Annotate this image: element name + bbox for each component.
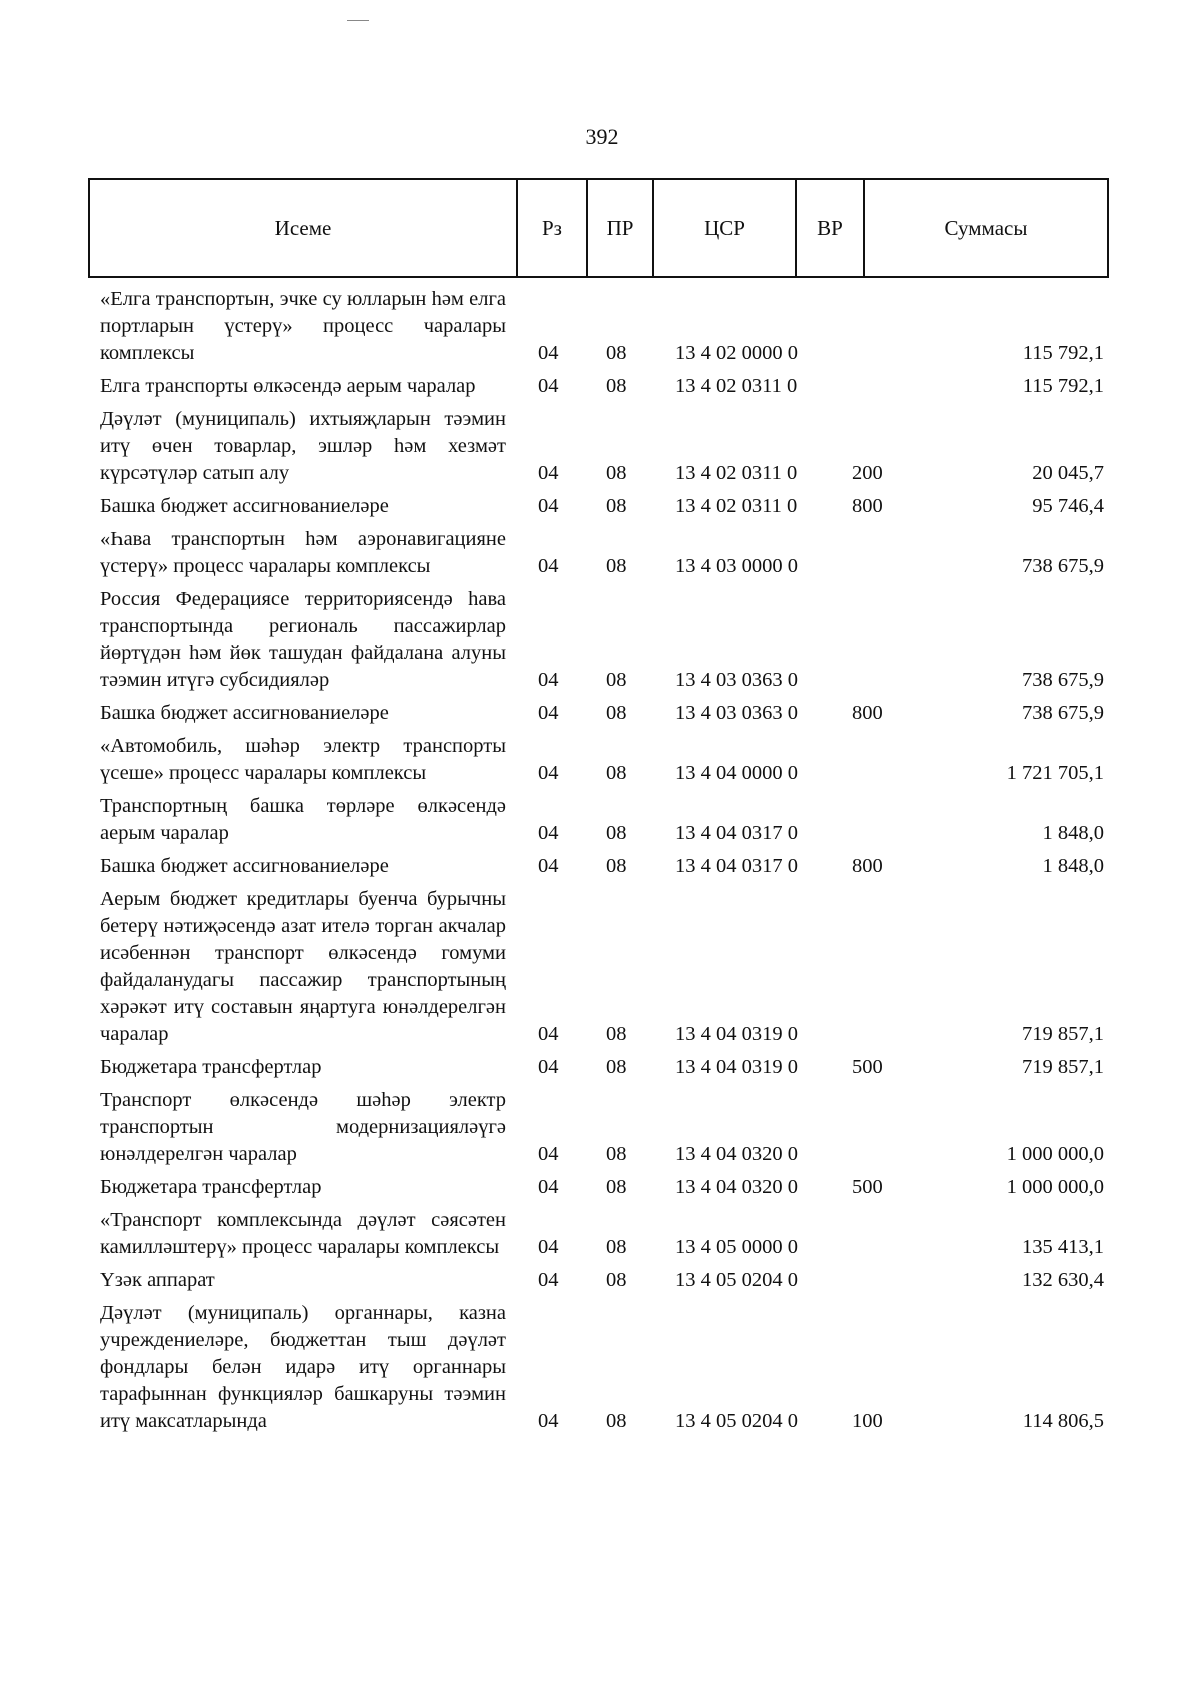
row-csr: 13 4 04 0000 0 [675, 762, 798, 784]
row-csr: 13 4 04 0319 0 [675, 1056, 798, 1078]
row-vr: 800 [852, 855, 883, 877]
row-name: Аерым бюджет кредитлары буенча бурычны бетерү нәтиҗәсендә азат ителә торган акчалар исәбеннән транспорт өлкәсендә гомуми файдаланудагы пассажир транспортының хәрәкәт итү составын яңартуга юнәлдерелгән чаралар [100, 888, 506, 1045]
row-pr: 08 [606, 1236, 627, 1258]
row-csr: 13 4 05 0204 0 [675, 1269, 798, 1291]
row-rz: 04 [538, 1056, 559, 1078]
top-dash-mark [347, 20, 369, 21]
table-row [0, 880, 1200, 1048]
row-csr: 13 4 04 0319 0 [675, 1023, 798, 1045]
row-name: Үзәк аппарат [100, 1269, 215, 1291]
row-sum: 738 675,9 [1022, 555, 1104, 577]
row-csr: 13 4 04 0317 0 [675, 855, 798, 877]
row-csr: 13 4 03 0363 0 [675, 669, 798, 691]
table-row [0, 727, 1200, 787]
row-csr: 13 4 04 0320 0 [675, 1143, 798, 1165]
row-rz: 04 [538, 342, 559, 364]
row-pr: 08 [606, 1056, 627, 1078]
table-row [0, 400, 1200, 487]
row-sum: 95 746,4 [1032, 495, 1104, 517]
row-sum: 738 675,9 [1022, 669, 1104, 691]
row-sum: 719 857,1 [1022, 1056, 1104, 1078]
row-csr: 13 4 04 0320 0 [675, 1176, 798, 1198]
row-pr: 08 [606, 375, 627, 397]
row-rz: 04 [538, 495, 559, 517]
row-pr: 08 [606, 555, 627, 577]
row-rz: 04 [538, 1023, 559, 1045]
row-sum: 1 000 000,0 [1006, 1176, 1104, 1198]
row-name: Россия Федерациясе территориясендә һава транспортында региональ пассажирлар йөртүдән һәм йөк ташудан файдалана алуны тәэмин итүгә субсидияләр [100, 588, 506, 691]
table-row [0, 787, 1200, 847]
table-row [0, 1261, 1200, 1294]
row-name: Башка бюджет ассигнованиеләре [100, 495, 389, 517]
row-pr: 08 [606, 1176, 627, 1198]
row-rz: 04 [538, 1236, 559, 1258]
row-sum: 1 848,0 [1042, 822, 1104, 844]
table-row [0, 580, 1200, 694]
header-vr: ВР [797, 180, 865, 276]
row-rz: 04 [538, 762, 559, 784]
header-name: Исеме [90, 180, 518, 276]
row-rz: 04 [538, 375, 559, 397]
row-rz: 04 [538, 555, 559, 577]
table-row [0, 487, 1200, 520]
row-sum: 114 806,5 [1022, 1410, 1104, 1432]
row-rz: 04 [538, 1269, 559, 1291]
row-rz: 04 [538, 855, 559, 877]
table-header [88, 178, 1109, 278]
header-pr: ПР [588, 180, 654, 276]
table-row [0, 1048, 1200, 1081]
row-sum: 738 675,9 [1022, 702, 1104, 724]
row-sum: 1 848,0 [1042, 855, 1104, 877]
page-number: 392 [585, 124, 619, 149]
row-pr: 08 [606, 762, 627, 784]
row-rz: 04 [538, 1176, 559, 1198]
row-vr: 800 [852, 495, 883, 517]
row-pr: 08 [606, 1023, 627, 1045]
row-pr: 08 [606, 702, 627, 724]
row-name: «Транспорт комплексында дәүләт сәясәтен камилләштерү» процесс чаралары комплексы [100, 1209, 506, 1258]
row-pr: 08 [606, 822, 627, 844]
table-row [0, 1168, 1200, 1201]
row-rz: 04 [538, 1410, 559, 1432]
row-vr: 500 [852, 1056, 883, 1078]
row-sum: 115 792,1 [1022, 342, 1104, 364]
table-row [0, 520, 1200, 580]
row-csr: 13 4 02 0311 0 [675, 462, 798, 484]
table-row [0, 847, 1200, 880]
table-body [0, 280, 1200, 1435]
row-sum: 1 000 000,0 [1006, 1143, 1104, 1165]
row-name: «Һава транспортын һәм аэронавигацияне үстерү» процесс чаралары комплексы [100, 528, 506, 577]
row-name: Дәүләт (муниципаль) ихтыяҗларын тәэмин итү өчен товарлар, эшләр һәм хезмәт күрсәтүләр сатып алу [100, 408, 506, 484]
table-row [0, 694, 1200, 727]
row-vr: 100 [852, 1410, 883, 1432]
row-csr: 13 4 05 0000 0 [675, 1236, 798, 1258]
row-csr: 13 4 02 0311 0 [675, 375, 798, 397]
row-name: «Елга транспортын, эчке су юлларын һәм елга портларын үстерү» процесс чаралары комплексы [100, 288, 506, 364]
row-name: Бюджетара трансфертлар [100, 1056, 322, 1078]
row-pr: 08 [606, 669, 627, 691]
row-rz: 04 [538, 1143, 559, 1165]
row-vr: 500 [852, 1176, 883, 1198]
table-row [0, 1294, 1200, 1435]
row-pr: 08 [606, 1269, 627, 1291]
table-row [0, 1081, 1200, 1168]
row-name: «Автомобиль, шәһәр электр транспорты үсеше» процесс чаралары комплексы [100, 735, 506, 784]
row-rz: 04 [538, 822, 559, 844]
row-name: Бюджетара трансфертлар [100, 1176, 322, 1198]
row-rz: 04 [538, 462, 559, 484]
row-rz: 04 [538, 669, 559, 691]
row-sum: 20 045,7 [1032, 462, 1104, 484]
header-sum: Суммасы [944, 215, 1028, 240]
row-sum: 1 721 705,1 [1006, 762, 1104, 784]
row-pr: 08 [606, 342, 627, 364]
row-csr: 13 4 02 0000 0 [675, 342, 798, 364]
row-name: Дәүләт (муниципаль) органнары, казна учреждениеләре, бюджеттан тыш дәүләт фондлары белән идарә итү органнары тарафыннан функцияләр башкаруны тәэмин итү максатларында [100, 1302, 506, 1432]
row-vr: 800 [852, 702, 883, 724]
row-csr: 13 4 05 0204 0 [675, 1410, 798, 1432]
row-name: Транспортның башка төрләре өлкәсендә аерым чаралар [100, 795, 506, 844]
row-rz: 04 [538, 702, 559, 724]
table-row [0, 1201, 1200, 1261]
table-row [0, 280, 1200, 367]
table-row [0, 367, 1200, 400]
header-rz: Рз [518, 180, 588, 276]
row-sum: 135 413,1 [1022, 1236, 1104, 1258]
header-csr: ЦСР [654, 180, 797, 276]
row-pr: 08 [606, 462, 627, 484]
row-sum: 115 792,1 [1022, 375, 1104, 397]
row-name: Башка бюджет ассигнованиеләре [100, 702, 389, 724]
row-sum: 132 630,4 [1022, 1269, 1104, 1291]
row-pr: 08 [606, 495, 627, 517]
row-pr: 08 [606, 855, 627, 877]
row-csr: 13 4 02 0311 0 [675, 495, 798, 517]
row-csr: 13 4 03 0000 0 [675, 555, 798, 577]
row-vr: 200 [852, 462, 883, 484]
row-sum: 719 857,1 [1022, 1023, 1104, 1045]
row-name: Башка бюджет ассигнованиеләре [100, 855, 389, 877]
row-pr: 08 [606, 1410, 627, 1432]
row-csr: 13 4 04 0317 0 [675, 822, 798, 844]
row-name: Елга транспорты өлкәсендә аерым чаралар [100, 375, 476, 397]
row-name: Транспорт өлкәсендә шәһәр электр транспортын модернизацияләүгә юнәлдерелгән чаралар [100, 1089, 506, 1165]
row-pr: 08 [606, 1143, 627, 1165]
row-csr: 13 4 03 0363 0 [675, 702, 798, 724]
